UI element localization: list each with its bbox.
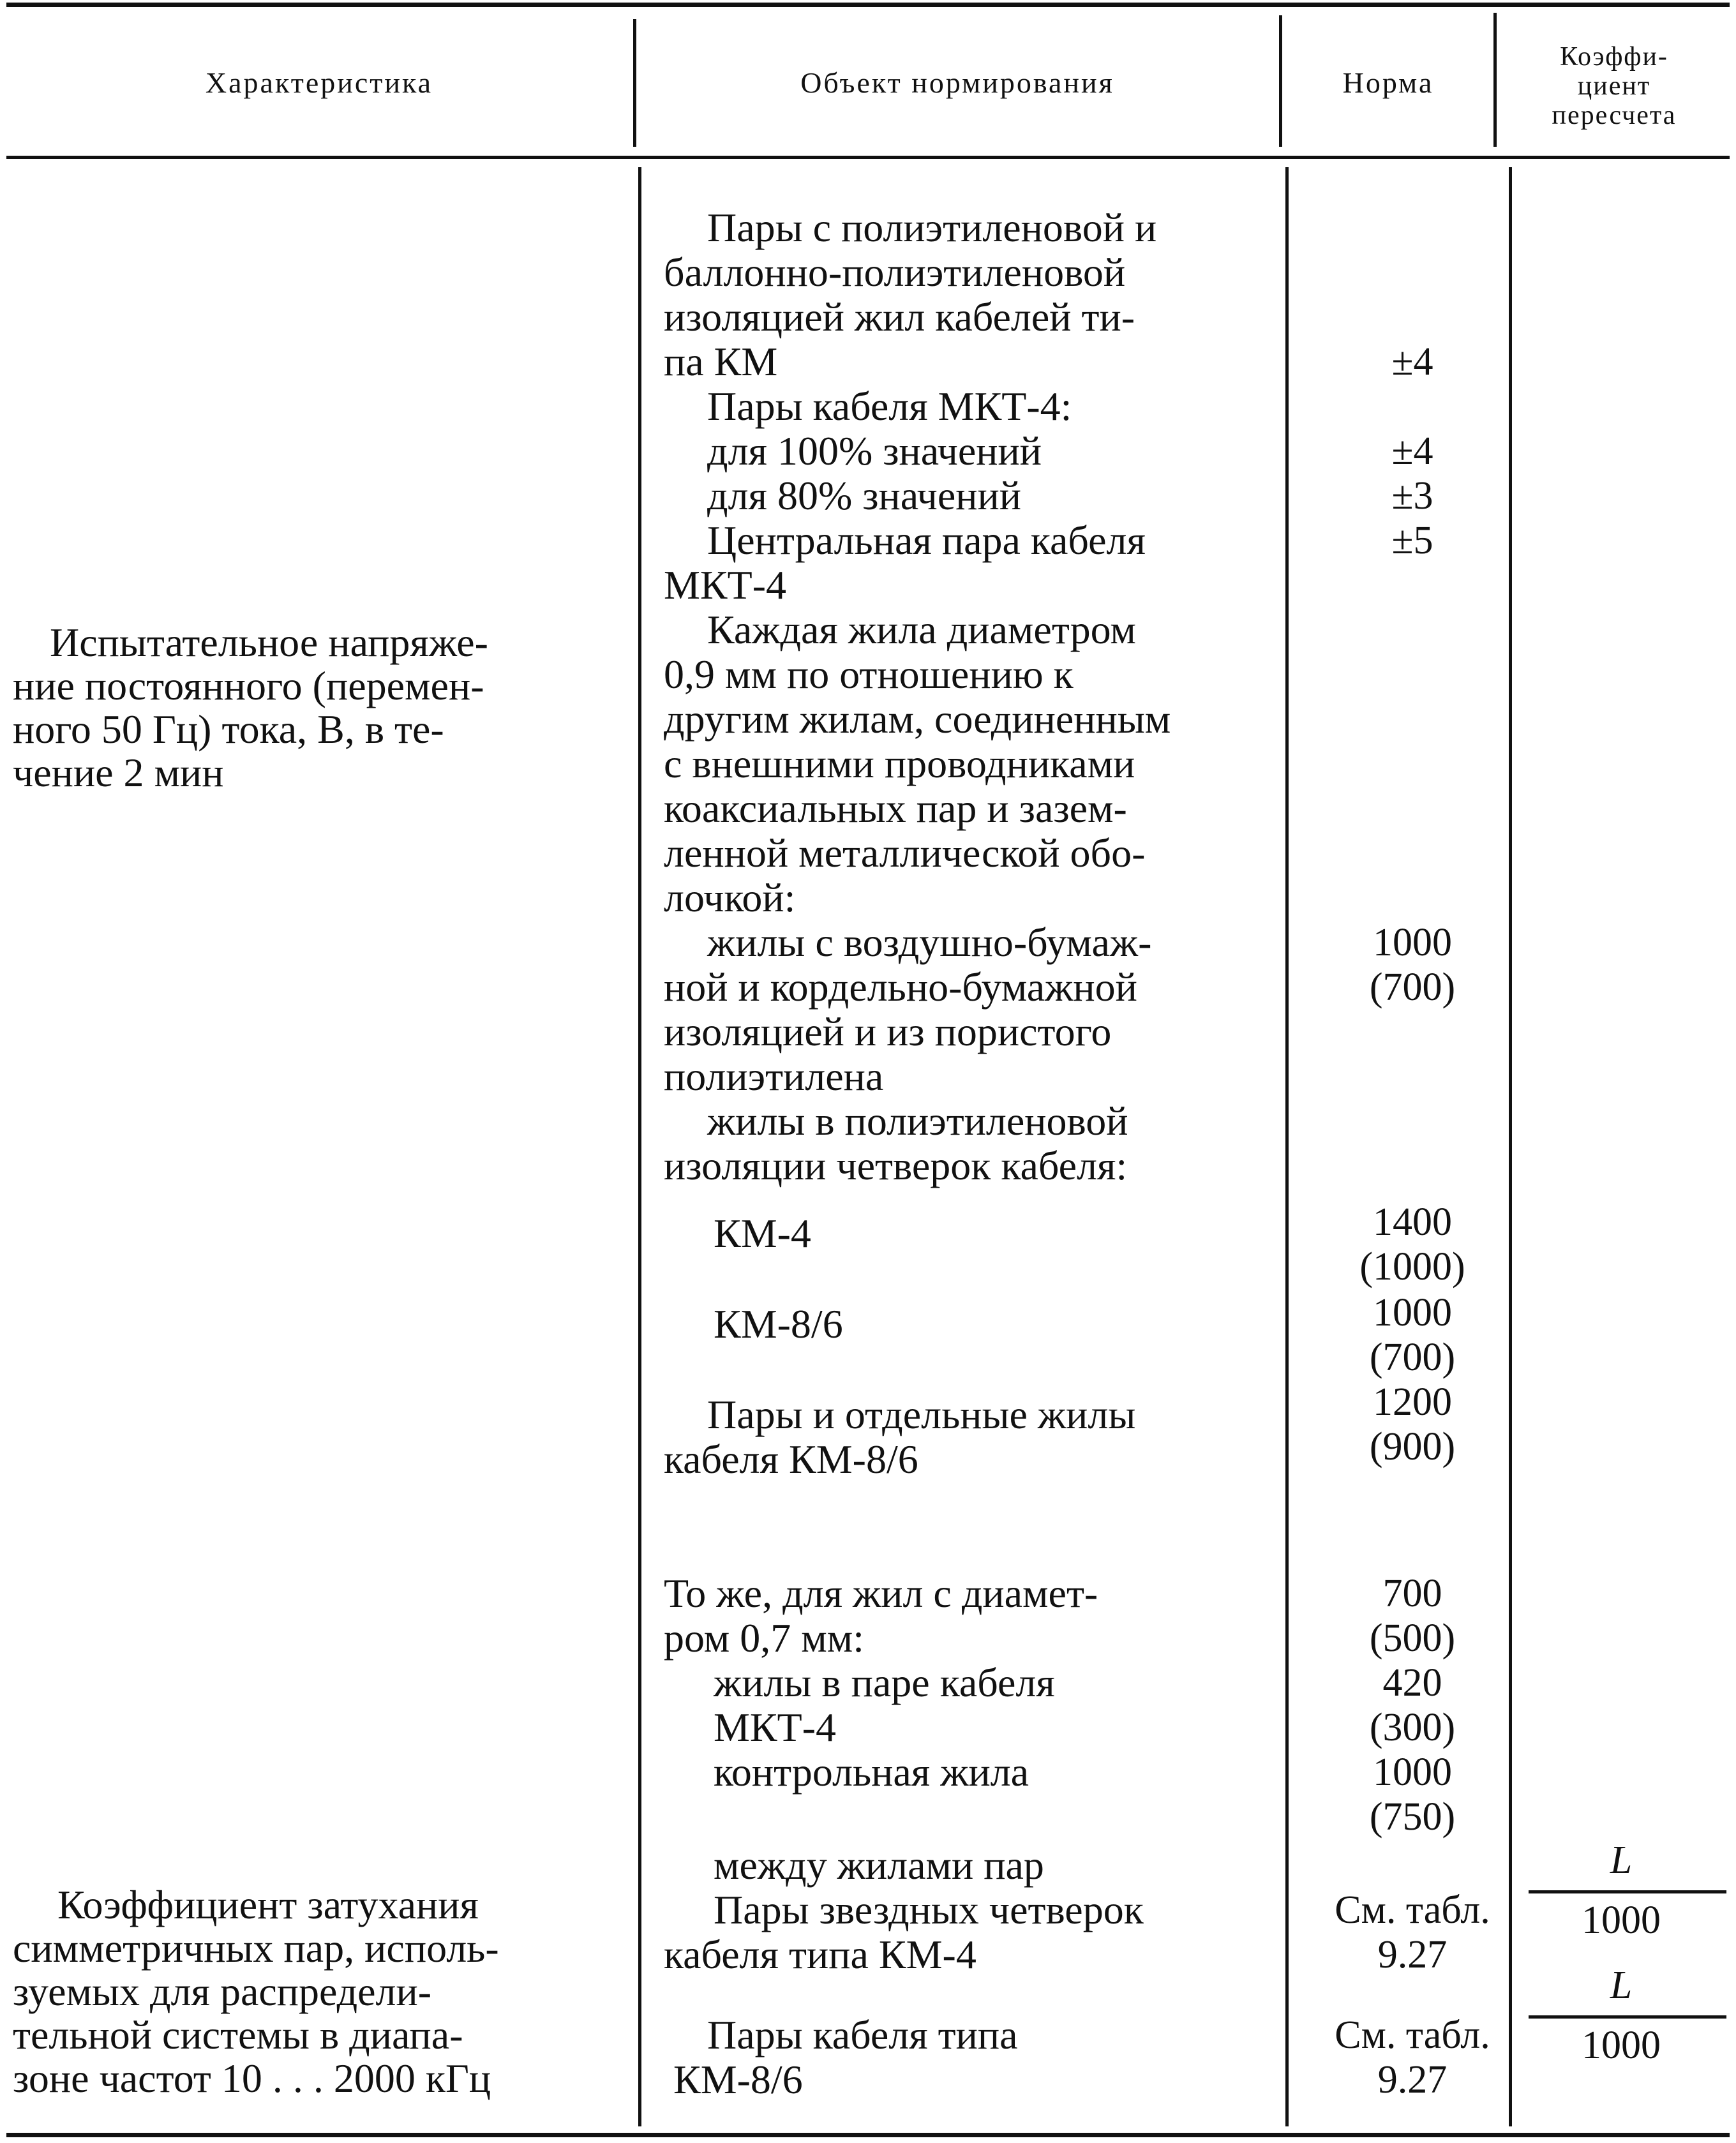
norm-value: См. табл. (1335, 2013, 1490, 2057)
object-line-35: Пары кабеля типа (707, 2012, 1018, 2057)
norm-value: (700) (1369, 966, 1456, 1009)
char-voltage-line4: чение 2 мин (13, 750, 224, 795)
char-voltage-line3: ного 50 Гц) тока, В, в те- (13, 706, 444, 752)
object-line-14: коаксиальных пар и зазем- (664, 786, 1127, 831)
header-norm: Норма (1342, 66, 1434, 99)
object-line-23: КМ-4 (714, 1211, 811, 1256)
norm-value: См. табл. (1335, 1888, 1490, 1932)
object-line-08: Центральная пара кабеля (707, 518, 1146, 563)
norm-value: (900) (1369, 1425, 1456, 1468)
object-line-02: баллонно-полиэтиленовой (664, 250, 1126, 295)
char-voltage-line2: ние постоянного (перемен- (13, 663, 484, 708)
char-voltage-line1: Испытательное напряже- (50, 620, 488, 665)
norm-value: (750) (1369, 1795, 1456, 1839)
coefficient-denominator: 1000 (1582, 1899, 1661, 1942)
object-line-03: изоляцией жил кабелей ти- (664, 294, 1135, 340)
bottom-rule (6, 2133, 1730, 2137)
norm-value: 1400 (1373, 1200, 1452, 1244)
header-object: Объект нормирования (800, 66, 1114, 99)
object-line-04: па КМ (664, 339, 778, 384)
object-line-33: Пары звездных четверок (714, 1887, 1144, 1932)
object-line-28: ром 0,7 мм: (664, 1615, 865, 1661)
norm-value: ±3 (1391, 474, 1433, 518)
object-line-31: контрольная жила (714, 1749, 1029, 1795)
object-line-17: жилы с воздушно-бумаж- (707, 920, 1152, 965)
header-coefficient-line3: пересчета (1552, 101, 1677, 131)
header-coefficient-line2: циент (1577, 71, 1651, 101)
coefficient-denominator: 1000 (1582, 2024, 1661, 2067)
coefficient-numerator: L (1610, 1964, 1633, 2007)
norm-value: ±4 (1391, 340, 1433, 384)
norm-value: (500) (1369, 1617, 1456, 1660)
char-attenuation-line2: симметричных пар, исполь- (13, 1925, 499, 1971)
object-line-19: изоляцией и из пористого (664, 1009, 1112, 1054)
object-line-24: КМ-8/6 (714, 1301, 843, 1347)
norm-value: 1000 (1373, 921, 1452, 964)
object-line-05: Пары кабеля МКТ-4: (707, 384, 1072, 429)
norm-value: ±4 (1391, 429, 1433, 473)
header-divider-1 (633, 19, 636, 147)
top-rule (6, 3, 1730, 7)
norm-value: ±5 (1391, 519, 1433, 562)
norm-value: (1000) (1359, 1245, 1465, 1288)
object-line-18: ной и кордельно-бумажной (664, 964, 1137, 1010)
object-line-12: другим жилам, соединенным (664, 696, 1171, 742)
body-divider-1 (638, 167, 641, 2126)
char-attenuation-line3: зуемых для распредели- (13, 1969, 432, 2014)
object-line-34: кабеля типа КМ-4 (664, 1932, 976, 1977)
object-line-22: изоляции четверок кабеля: (664, 1143, 1128, 1188)
header-characteristic: Характеристика (205, 66, 433, 99)
object-line-01: Пары с полиэтиленовой и (707, 205, 1157, 250)
norm-value: 1000 (1373, 1291, 1452, 1334)
coefficient-numerator: L (1610, 1839, 1633, 1882)
object-line-10: Каждая жила диаметром (707, 607, 1136, 652)
char-attenuation-line4: тельной системы в диапа- (13, 2012, 463, 2057)
header-divider-2 (1279, 15, 1282, 147)
object-line-26: кабеля КМ-8/6 (664, 1437, 918, 1482)
object-line-09: МКТ-4 (664, 562, 786, 608)
object-line-06: для 100% значений (707, 428, 1042, 474)
body-divider-2 (1285, 167, 1289, 2126)
header-divider-3 (1493, 13, 1497, 147)
char-attenuation-line5: зоне частот 10 . . . 2000 кГц (13, 2056, 491, 2101)
norm-value: 1200 (1373, 1380, 1452, 1424)
object-line-29: жилы в паре кабеля (714, 1660, 1055, 1705)
object-line-25: Пары и отдельные жилы (707, 1392, 1136, 1437)
norm-value: (300) (1369, 1706, 1456, 1749)
norm-value: 1000 (1373, 1751, 1452, 1794)
norm-value: 9.27 (1377, 1933, 1448, 1976)
object-line-30: МКТ-4 (714, 1705, 836, 1750)
norm-value: 9.27 (1377, 2058, 1448, 2102)
object-line-11: 0,9 мм по отношению к (664, 652, 1074, 697)
object-line-13: с внешними проводниками (664, 741, 1135, 786)
header-coefficient (1499, 19, 1730, 153)
char-attenuation-line1: Коэффициент затухания (57, 1882, 479, 1927)
object-line-16: лочкой: (664, 875, 796, 920)
object-line-20: полиэтилена (664, 1054, 884, 1099)
header-coefficient-line1: Коэффи- (1560, 41, 1668, 71)
fraction-bar (1529, 2015, 1726, 2019)
object-line-07: для 80% значений (707, 473, 1021, 518)
object-line-15: ленной металлической обо- (664, 830, 1146, 876)
norm-value: 420 (1382, 1661, 1442, 1705)
header-rule (6, 156, 1730, 159)
object-line-27: То же, для жил с диамет- (664, 1571, 1098, 1616)
object-line-21: жилы в полиэтиленовой (707, 1098, 1128, 1144)
object-line-32: между жилами пар (714, 1842, 1044, 1888)
norm-value: (700) (1369, 1336, 1456, 1379)
fraction-bar (1529, 1890, 1726, 1893)
norm-value: 700 (1382, 1572, 1442, 1615)
object-line-36: КМ-8/6 (673, 2057, 803, 2102)
